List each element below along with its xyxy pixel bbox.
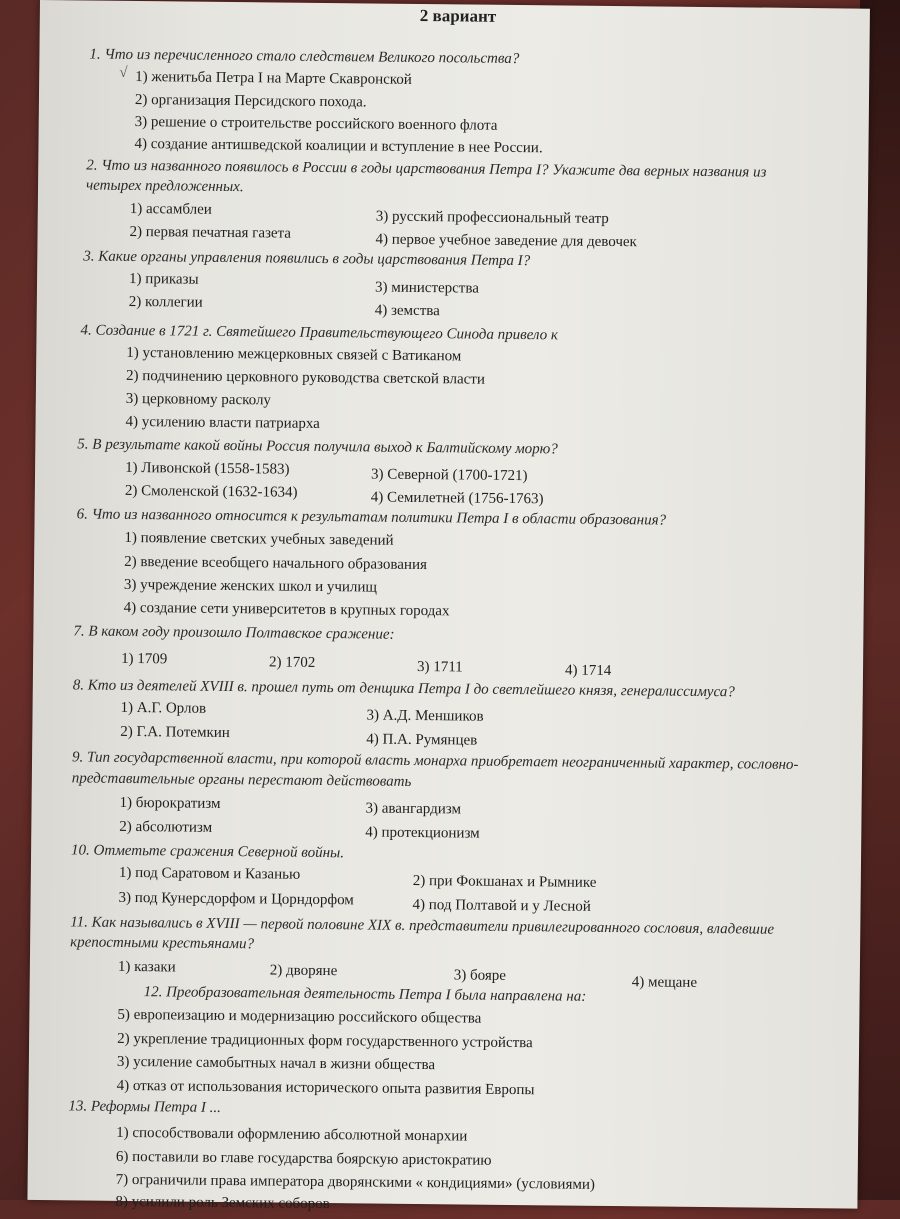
q11-option-1: 1) казаки [117, 958, 176, 976]
q8-option-2: 2) Г.А. Потемкин [120, 723, 230, 742]
q7-option-1: 1) 1709 [121, 650, 168, 668]
question-11-cont: крепостными крестьянами? [70, 934, 255, 953]
q13-option-2: 6) поставили во главе государства боярскую аристократию [115, 1148, 492, 1169]
q8-option-1: 1) А.Г. Орлов [120, 699, 207, 717]
question-8: 8. Кто из деятелей XVIII в. прошел путь от денщика Петра I до светлейшего князя, генералиссимуса? [72, 677, 735, 701]
question-3: 3. Какие органы управления появились в годы царствования Петра I? [83, 248, 531, 270]
q9-option-2: 2) абсолютизм [119, 818, 213, 836]
q10-option-3: 3) под Кунерсдорфом и Цорндорфом [118, 889, 354, 909]
q3-option-4: 4) земства [374, 302, 440, 320]
q6-option-2: 2) введение всеобщего начального образования [124, 553, 428, 574]
q11-option-3: 3) бояре [453, 967, 507, 984]
q3-option-3: 3) министерства [374, 279, 480, 297]
q8-option-4: 4) П.А. Румянцев [366, 731, 478, 749]
question-9-cont: представительные органы перестают действовать [71, 770, 412, 790]
q12-option-2: 2) укрепление традиционных форм государственного устройства [117, 1030, 533, 1052]
q6-option-4: 4) создание сети университетов в крупных городах [123, 599, 450, 620]
question-7: 7. В каком году произошло Полтавское сражение: [73, 623, 395, 643]
q3-option-2: 2) коллегии [128, 293, 203, 311]
q5-option-3: 3) Северной (1700-1721) [370, 466, 528, 485]
question-11: 11. Как назывались в XVIII — первой половине XIX в. представители привилегированного сословия, владевшие [70, 914, 775, 938]
q1-option-3: 3) решение о строительстве российского военного флота [134, 113, 498, 134]
question-9: 9. Тип государственной власти, при которой власть монарха приобретает неограниченный характер, сословно- [71, 749, 799, 773]
q10-option-1: 1) под Саратовом и Казанью [118, 864, 301, 883]
question-1: 1. Что из перечисленного стало следствием Великого посольства? [89, 46, 520, 68]
q1-option-1: 1) женитьба Петра I на Марте Скавронской [135, 69, 412, 88]
q3-option-1: 1) приказы [129, 270, 199, 288]
question-13: 13. Реформы Петра I ... [68, 1098, 221, 1116]
q4-option-3: 3) церковному расколу [125, 390, 272, 409]
q7-option-3: 3) 1711 [416, 658, 463, 676]
q5-option-1: 1) Ливонской (1558-1583) [125, 459, 290, 478]
q4-option-1: 1) установлению межцерковных связей с Ватиканом [126, 344, 462, 365]
q11-option-2: 2) дворяне [269, 962, 338, 980]
q10-option-2: 2) при Фокшанах и Рымнике [412, 872, 597, 891]
q2-option-1: 1) ассамблеи [129, 200, 212, 218]
q6-option-3: 3) учреждение женских школ и училищ [123, 576, 378, 596]
q11-option-4: 4) мещане [631, 974, 698, 991]
check-mark-icon: √ [119, 64, 128, 81]
question-6: 6. Что из названного относится к результатам политики Петра I в области образования? [76, 506, 667, 529]
q12-option-3: 3) усиление самобытных начал в жизни общества [116, 1053, 436, 1074]
q7-option-4: 4) 1714 [564, 662, 612, 680]
q2-option-3: 3) русский профессиональный театр [375, 208, 609, 227]
q13-option-4: 8) усилили роль Земских соборов [115, 1193, 330, 1213]
question-4: 4. Создание в 1721 г. Святейшего Правительствующего Синода привело к [80, 322, 559, 344]
question-12: 12. Преобразовательная деятельность Петра I была направлена на: [143, 984, 587, 1005]
q1-option-2: 2) организация Персидского похода. [134, 92, 367, 111]
page-title: 2 вариант [419, 5, 497, 26]
q5-option-4: 4) Семилетней (1756-1763) [370, 489, 544, 508]
q13-option-1: 1) способствовали оформлению абсолютной монархии [116, 1124, 468, 1145]
q9-option-4: 4) протекционизм [365, 824, 480, 842]
q2-option-2: 2) первая печатная газета [129, 223, 292, 242]
q10-option-4: 4) под Полтавой и у Лесной [412, 896, 591, 915]
q6-option-1: 1) появление светских учебных заведений [124, 529, 394, 549]
q5-option-2: 2) Смоленской (1632-1634) [124, 482, 298, 501]
q1-option-4: 4) создание антишведской коалиции и вступление в нее России. [134, 135, 543, 157]
q12-option-4: 4) отказ от использования исторического опыта развития Европы [116, 1077, 535, 1099]
q9-option-1: 1) бюрократизм [119, 794, 221, 812]
question-10: 10. Отметьте сражения Северной войны. [71, 842, 345, 862]
q4-option-2: 2) подчинению церковного руководства светской власти [125, 367, 486, 388]
q8-option-3: 3) А.Д. Меншиков [366, 707, 484, 725]
q12-option-1: 5) европеизацию и модернизацию российского общества [117, 1006, 482, 1027]
question-2: 2. Что из названного появилось в России в годы царствования Петра I? Укажите два верных названия из [86, 157, 767, 181]
q9-option-3: 3) авангардизм [365, 800, 462, 818]
q13-option-3: 7) ограничили права императора дворянскими « кондициями» (условиями) [115, 1171, 596, 1193]
question-5: 5. В результате какой войны Россия получила выход к Балтийскому морю? [77, 436, 558, 458]
question-2-cont: четырех предложенных. [85, 177, 244, 196]
q4-option-4: 4) усилению власти патриарха [125, 413, 320, 432]
test-sheet [27, 0, 870, 1213]
q2-option-4: 4) первое учебное заведение для девочек [375, 231, 637, 251]
q7-option-2: 2) 1702 [268, 654, 316, 671]
